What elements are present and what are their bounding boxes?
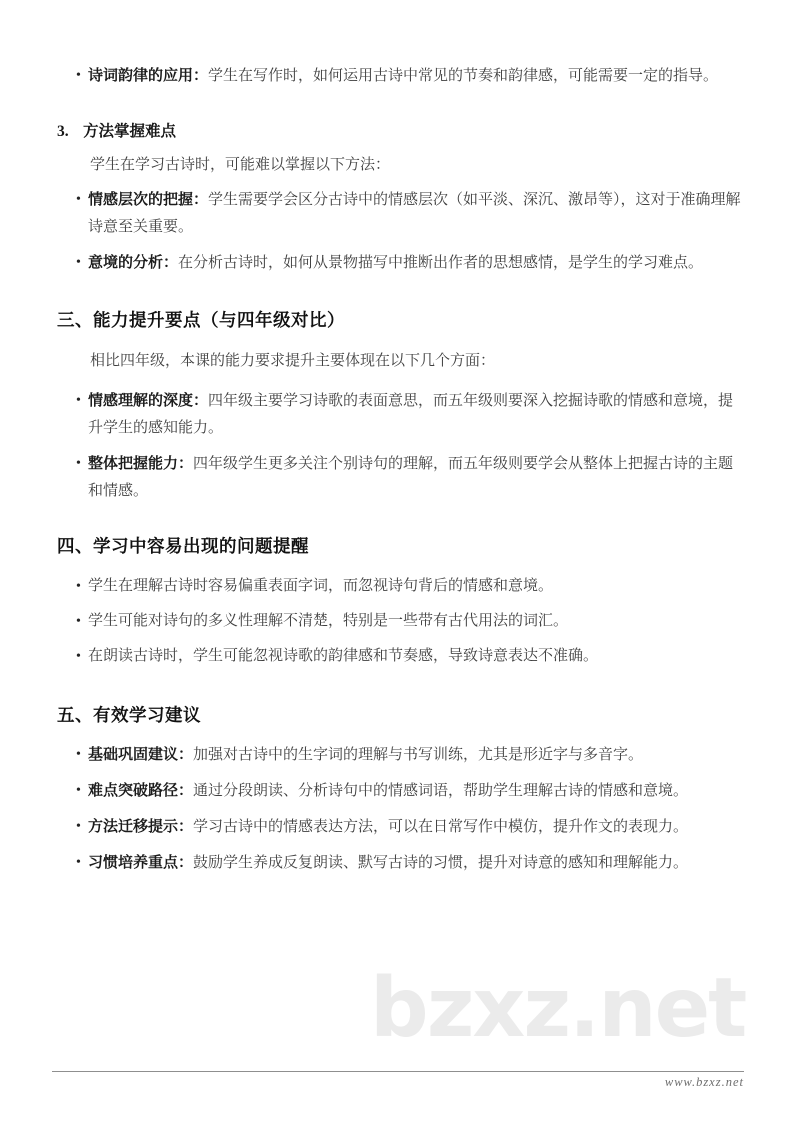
numbered-heading [57, 121, 745, 143]
bullet-lead: 诗词韵律的应用： [88, 67, 209, 84]
page-footer [52, 1071, 744, 1091]
list-item [57, 450, 745, 505]
list-item [57, 186, 745, 241]
list-item [57, 777, 745, 805]
bullet-lead: 方法迁移提示： [88, 818, 194, 835]
list-item [57, 573, 745, 600]
list-item [57, 387, 745, 442]
bullet-list [57, 573, 745, 670]
bullet-text: 加强对古诗中的生字词的理解与书写训练，尤其是形近字与多音字。 [193, 747, 644, 763]
list-item [57, 62, 745, 90]
section-five [57, 702, 745, 877]
bullet-icon: • [76, 855, 81, 870]
section-heading: 五、有效学习建议 [57, 705, 201, 725]
bullet-icon: • [76, 649, 81, 664]
bullet-icon: • [76, 819, 81, 834]
bullet-text: 在分析古诗时，如何从景物描写中推断出作者的思想感情，是学生的学习难点。 [178, 255, 704, 271]
bullet-list [57, 741, 745, 877]
bullet-text: 通过分段朗读、分析诗句中的情感词语，帮助学生理解古诗的情感和意境。 [193, 783, 689, 799]
bullet-text: 学习古诗中的情感表达方法，可以在日常写作中模仿，提升作文的表现力。 [193, 819, 689, 835]
section-heading: 四、学习中容易出现的问题提醒 [57, 536, 309, 556]
list-item [57, 813, 745, 841]
section-heading: 三、能力提升要点（与四年级对比） [57, 310, 345, 330]
bullet-text: 学生在写作时，如何运用古诗中常见的节奏和韵律感，可能需要一定的指导。 [208, 68, 719, 84]
heading-number: 3. [57, 123, 69, 140]
bullet-list [57, 387, 745, 505]
bullet-text: 学生需要学会区分古诗中的情感层次（如平淡、深沉、激昂等），这对于准确理解诗意至关重要。 [88, 192, 741, 235]
bullet-icon: • [76, 192, 81, 207]
bullet-icon: • [76, 68, 81, 83]
bullet-icon: • [76, 255, 81, 270]
bullet-icon: • [76, 747, 81, 762]
section-intro: 学生在学习古诗时，可能难以掌握以下方法： [90, 157, 391, 173]
section-four [57, 533, 745, 670]
bullet-lead: 基础巩固建议： [88, 746, 194, 763]
bullet-lead: 意境的分析： [88, 254, 179, 271]
bullet-icon: • [76, 456, 81, 471]
list-item [57, 249, 745, 277]
bullet-icon: • [76, 579, 81, 594]
list-item [57, 643, 745, 670]
bullet-lead: 难点突破路径： [88, 782, 194, 799]
section-intro: 相比四年级，本课的能力要求提升主要体现在以下几个方面： [90, 353, 496, 369]
document-content [57, 62, 745, 877]
list-item [57, 608, 745, 635]
list-item [57, 849, 745, 877]
bullet-icon: • [76, 393, 81, 408]
heading-title: 方法掌握难点 [83, 123, 177, 140]
bullet-text: 学生在理解古诗时容易偏重表面字词，而忽视诗句背后的情感和意境。 [88, 578, 554, 594]
bullet-lead: 习惯培养重点： [88, 854, 194, 871]
bullet-icon: • [76, 614, 81, 629]
bullet-list [57, 186, 745, 277]
bullet-icon: • [76, 783, 81, 798]
list-item [57, 741, 745, 769]
bullet-text: 四年级主要学习诗歌的表面意思，而五年级则要深入挖掘诗歌的情感和意境，提升学生的感知能力。 [88, 393, 734, 436]
bullet-lead: 情感层次的把握： [88, 191, 209, 208]
site-watermark: bzxz.net [370, 961, 746, 1056]
bullet-lead: 情感理解的深度： [88, 392, 209, 409]
bullet-text: 四年级学生更多关注个别诗句的理解，而五年级则要学会从整体上把握古诗的主题和情感。 [88, 456, 734, 499]
bullet-text: 在朗读古诗时，学生可能忽视诗歌的韵律感和节奏感，导致诗意表达不准确。 [88, 648, 599, 664]
bullet-lead: 整体把握能力： [88, 455, 194, 472]
bullet-text: 鼓励学生养成反复朗读、默写古诗的习惯，提升对诗意的感知和理解能力。 [193, 855, 689, 871]
bullet-text: 学生可能对诗句的多义性理解不清楚，特别是一些带有古代用法的词汇。 [88, 613, 569, 629]
footer-url: www.bzxz.net [664, 1075, 744, 1089]
section-three [57, 307, 745, 505]
